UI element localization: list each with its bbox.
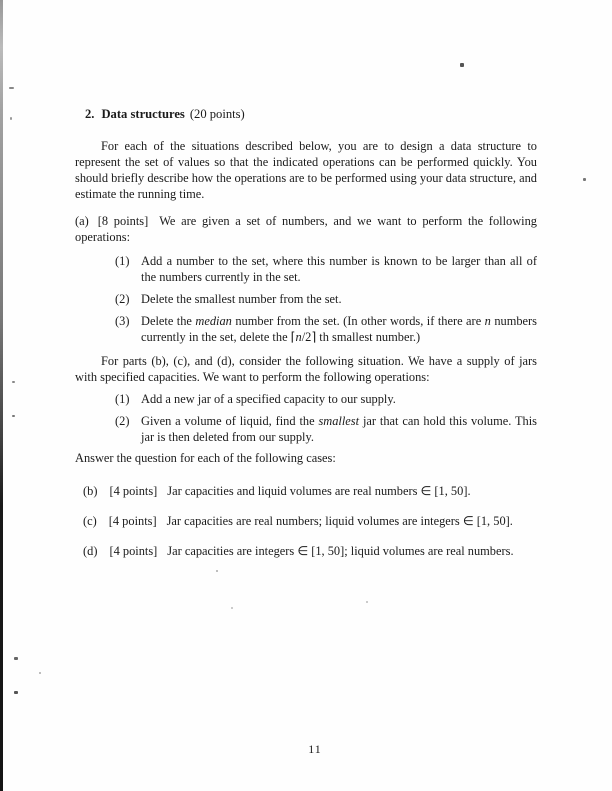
operation-text-segment: jar that can hold this volume. This jar is then deleted from our supply. (141, 414, 537, 444)
part-a-lead-text: We are given a set of numbers, and we want to perform the following operations: (75, 214, 537, 244)
case-label: (d) (83, 544, 98, 558)
operation-number: (3) (115, 314, 130, 328)
operation-text-segment: Given a volume of liquid, find the (141, 414, 319, 428)
case-text: Jar capacities are integers ∈ [1, 50]; liquid volumes are real numbers. (167, 544, 514, 558)
case-points: [4 points] (108, 514, 157, 528)
case-label: (c) (83, 514, 97, 528)
case-row-c (75, 513, 537, 529)
scan-speck (39, 672, 41, 674)
operation-text: Add a new jar of a specified capacity to our supply. (141, 392, 396, 406)
operation-text: Delete the smallest number from the set. (141, 292, 342, 306)
scan-speck (14, 657, 18, 660)
operation-text (141, 313, 537, 345)
operation-number: (2) (115, 292, 130, 306)
case-label: (b) (83, 484, 98, 498)
operation-item-a2 (75, 291, 537, 307)
operation-text-segment: Delete the (141, 314, 196, 328)
scan-speck (583, 178, 586, 181)
intro-paragraph: For each of the situations described below, you are to design a data structure to represent the set of values so that the indicated operations can be performed quickly. You should briefly describe how the operations are to be performed using your data structure, and estimate the running time. (75, 139, 537, 201)
case-points: [4 points] (109, 544, 158, 558)
operation-text-segment: number from the set. (In other words, if there are (231, 314, 485, 328)
section-points: (20 points) (189, 107, 245, 121)
section-heading (85, 106, 537, 122)
operation-item-a1 (75, 253, 537, 285)
case-text: Jar capacities and liquid volumes are real numbers ∈ [1, 50]. (167, 484, 471, 498)
scan-speck (12, 415, 15, 417)
scan-edge-artifact (0, 0, 3, 791)
median-italic: median (195, 314, 232, 328)
page-number: 11 (308, 742, 322, 756)
operation-item-jar1 (75, 391, 537, 407)
scan-speck (12, 381, 15, 383)
answer-line: Answer the question for each of the following cases: (75, 451, 336, 465)
operation-text (141, 413, 537, 445)
case-row-d (75, 543, 537, 559)
jars-intro-paragraph: For parts (b), (c), and (d), consider the following situation. We have a supply of jars with specified capacities. We want to perform the following operations: (75, 354, 537, 384)
scan-speck (14, 691, 18, 694)
operation-item-a3 (75, 313, 537, 345)
smallest-italic: smallest (318, 414, 360, 428)
part-a-points: [8 points] (97, 214, 149, 228)
part-a-lead (75, 213, 537, 245)
section-title: Data structures (101, 107, 185, 121)
case-points: [4 points] (109, 484, 158, 498)
section-number: 2. (85, 107, 95, 121)
scan-speck (216, 570, 218, 572)
operation-text-segment: numbers currently in the set, delete the ⌈ (141, 314, 537, 344)
operation-number: (1) (115, 392, 130, 406)
case-text: Jar capacities are real numbers; liquid volumes are integers ∈ [1, 50]. (166, 514, 513, 528)
operation-number: (1) (115, 254, 130, 268)
n-variable-italic: n (484, 314, 491, 328)
scan-speck (10, 117, 12, 120)
operation-item-jar2 (75, 413, 537, 445)
n-variable-italic: n (295, 330, 302, 344)
operation-text: Add a number to the set, where this number is known to be larger than all of the numbers currently in the set. (141, 254, 537, 284)
operation-text-segment: /2⌉ th smallest number.) (301, 330, 421, 344)
part-a-label: (a) (75, 214, 89, 228)
page-content (75, 0, 537, 559)
operation-number: (2) (115, 414, 130, 428)
scan-speck (366, 601, 368, 603)
scan-speck (9, 87, 14, 89)
case-row-b (75, 483, 537, 499)
scan-speck (231, 607, 233, 609)
